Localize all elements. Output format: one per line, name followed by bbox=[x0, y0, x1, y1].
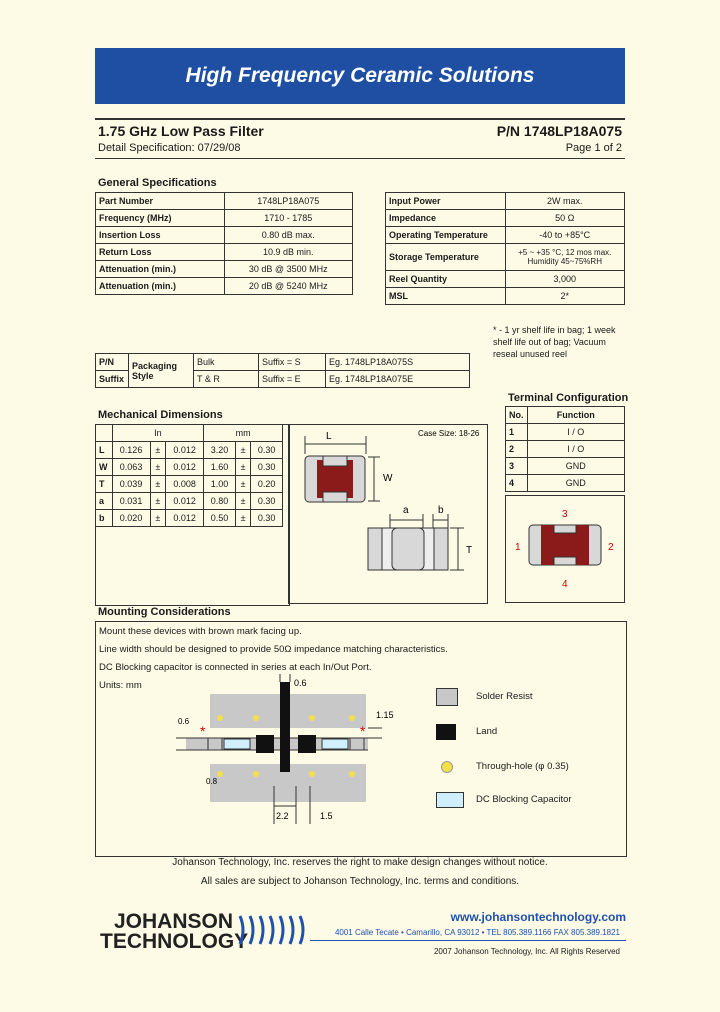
chip-side-view bbox=[368, 528, 448, 570]
spec-row bbox=[386, 193, 625, 210]
spec-label: Attenuation (min.) bbox=[96, 261, 225, 278]
spec-value-text: 2* bbox=[560, 291, 569, 301]
dim-mm-tol: 0.20 bbox=[251, 476, 283, 493]
spec-label: MSL bbox=[386, 288, 506, 305]
dim-in-value: 0.020 bbox=[112, 510, 150, 527]
dim-mm-tol: 0.30 bbox=[251, 442, 283, 459]
mount-line: DC Blocking capacitor is connected in series at each In/Out Port. bbox=[99, 662, 372, 673]
spec-value-text: 10.9 dB min. bbox=[262, 247, 314, 257]
dim-letter: b bbox=[96, 510, 113, 527]
spec-label: Impedance bbox=[386, 210, 506, 227]
spec-label: Frequency (MHz) bbox=[96, 210, 225, 227]
legend-dc-swatch bbox=[436, 792, 464, 808]
spec-row bbox=[386, 271, 625, 288]
dim-mm-value: 1.00 bbox=[204, 476, 236, 493]
spec-row bbox=[96, 261, 353, 278]
mount-line: Line width should be designed to provide 50Ω impedance matching characteristics. bbox=[99, 644, 448, 655]
document-header bbox=[95, 118, 625, 159]
msl-note-line: shelf life out of bag; Vacuum bbox=[493, 337, 606, 347]
land-left bbox=[256, 735, 274, 753]
dim-plus-minus: ± bbox=[235, 510, 250, 527]
pin-1-label: 1 bbox=[515, 542, 521, 553]
spec-label: Operating Temperature bbox=[386, 227, 506, 244]
spec-value bbox=[224, 210, 353, 227]
legend-solder-label: Solder Resist bbox=[476, 691, 533, 702]
dim-2-2: 2.2 bbox=[276, 811, 289, 821]
terminal-row bbox=[506, 441, 625, 458]
mount-line: Mount these devices with brown mark facing up. bbox=[99, 626, 302, 637]
legend-through-label: Through-hole (φ 0.35) bbox=[476, 761, 569, 772]
spec-label: Insertion Loss bbox=[96, 227, 225, 244]
spec-label: Attenuation (min.) bbox=[96, 278, 225, 295]
dc-cap-left bbox=[224, 739, 250, 749]
spec-value-text: 50 Ω bbox=[555, 213, 575, 223]
pin-2-label: 2 bbox=[608, 542, 614, 553]
pkg-suffix-s: Suffix = S bbox=[259, 354, 326, 371]
terminal-table bbox=[505, 406, 625, 492]
logo-line-1: JOHANSON bbox=[114, 910, 234, 933]
packaging-table bbox=[95, 353, 470, 388]
general-specs-left-table bbox=[95, 192, 353, 295]
legend-through-hole-icon bbox=[441, 761, 453, 773]
pinout-chip bbox=[529, 525, 601, 565]
footer-terms: All sales are subject to Johanson Technology, Inc. terms and conditions. bbox=[200, 876, 520, 887]
dim-0-6-top: 0.6 bbox=[294, 678, 307, 688]
pn-label: P/N bbox=[96, 354, 129, 371]
spec-row bbox=[386, 288, 625, 305]
packaging-label: Packaging bbox=[132, 360, 178, 371]
chip-top-view bbox=[305, 456, 365, 502]
legend-solder-swatch bbox=[436, 688, 458, 706]
general-specs-title: General Specifications bbox=[98, 177, 217, 189]
spec-value bbox=[224, 244, 353, 261]
pkg-example-s: Eg. 1748LP18A075S bbox=[326, 354, 470, 371]
dim-w-label: W bbox=[383, 473, 393, 484]
dim-plus-minus: ± bbox=[150, 493, 165, 510]
terminal-function: I / O bbox=[527, 441, 625, 458]
dim-plus-minus: ± bbox=[235, 442, 250, 459]
terminal-row bbox=[506, 475, 625, 492]
dimension-row bbox=[96, 510, 283, 527]
dim-1-15: 1.15 bbox=[376, 710, 394, 720]
asterisk-right: * bbox=[360, 723, 366, 739]
terminal-row bbox=[506, 424, 625, 441]
spec-value bbox=[505, 244, 625, 271]
spec-value bbox=[505, 227, 625, 244]
dim-in-value: 0.039 bbox=[112, 476, 150, 493]
legend-land-label: Land bbox=[476, 726, 498, 737]
dim-plus-minus: ± bbox=[150, 459, 165, 476]
spec-row bbox=[386, 244, 625, 271]
terminal-title: Terminal Configuration bbox=[508, 392, 629, 404]
dim-plus-minus: ± bbox=[235, 476, 250, 493]
dim-mm-tol: 0.30 bbox=[251, 510, 283, 527]
spec-label: Reel Quantity bbox=[386, 271, 506, 288]
spec-row bbox=[96, 193, 353, 210]
spec-row bbox=[386, 227, 625, 244]
dimension-row bbox=[96, 442, 283, 459]
msl-note-line: reseal unused reel bbox=[493, 349, 568, 359]
dim-plus-minus: ± bbox=[235, 459, 250, 476]
spec-value bbox=[224, 227, 353, 244]
spec-value-text: 0.80 dB max. bbox=[261, 230, 315, 240]
suffix-label: Suffix bbox=[96, 371, 129, 388]
spec-value-text: 2W max. bbox=[546, 196, 583, 206]
dim-a-label: a bbox=[403, 505, 409, 516]
terminal-no: 1 bbox=[506, 424, 528, 441]
msl-note-line: * - 1 yr shelf life in bag; 1 week bbox=[493, 325, 616, 335]
copyright: 2007 Johanson Technology, Inc. All Rights Reserved bbox=[433, 947, 620, 956]
spec-value bbox=[505, 193, 625, 210]
case-size-label: Case Size: 18-26 bbox=[418, 429, 480, 438]
spec-label: Input Power bbox=[386, 193, 506, 210]
terminal-function: I / O bbox=[527, 424, 625, 441]
land-pattern-drawing bbox=[176, 674, 476, 854]
spec-row bbox=[96, 244, 353, 261]
company-logo-text bbox=[100, 912, 248, 952]
dim-0-8: 0.8 bbox=[206, 777, 218, 786]
dim-mm-value: 0.50 bbox=[204, 510, 236, 527]
dim-in-tol: 0.012 bbox=[166, 459, 204, 476]
spec-row bbox=[96, 227, 353, 244]
dim-mm-value: 1.60 bbox=[204, 459, 236, 476]
terminal-no: 2 bbox=[506, 441, 528, 458]
spec-value bbox=[505, 210, 625, 227]
col-function: Function bbox=[527, 407, 625, 424]
asterisk-left: * bbox=[200, 723, 206, 739]
general-specs-right-table bbox=[385, 192, 625, 305]
mounting-box bbox=[95, 621, 627, 857]
spec-value-text: -40 to +85°C bbox=[539, 230, 591, 240]
detail-spec: Detail Specification: 07/29/08 bbox=[98, 142, 241, 154]
spec-row bbox=[96, 278, 353, 295]
part-number: P/N 1748LP18A075 bbox=[496, 123, 622, 139]
spec-value-text: 1710 - 1785 bbox=[264, 213, 313, 223]
spec-value bbox=[505, 271, 625, 288]
pkg-style-tr: T & R bbox=[194, 371, 259, 388]
dim-plus-minus: ± bbox=[150, 476, 165, 493]
pkg-suffix-e: Suffix = E bbox=[259, 371, 326, 388]
spec-label: Part Number bbox=[96, 193, 225, 210]
land-right bbox=[298, 735, 316, 753]
dim-letter: a bbox=[96, 493, 113, 510]
dim-plus-minus: ± bbox=[235, 493, 250, 510]
packaging-style-label bbox=[129, 354, 194, 388]
dim-l-label: L bbox=[326, 431, 332, 442]
spec-value-text: 1748LP18A075 bbox=[257, 196, 320, 206]
dim-in-value: 0.031 bbox=[112, 493, 150, 510]
banner-title: High Frequency Ceramic Solutions bbox=[185, 64, 535, 87]
spec-value bbox=[505, 288, 625, 305]
spec-label: Return Loss bbox=[96, 244, 225, 261]
dc-cap-right bbox=[322, 739, 348, 749]
title-banner bbox=[95, 48, 625, 104]
msl-note bbox=[493, 324, 616, 360]
dim-in-value: 0.126 bbox=[112, 442, 150, 459]
dim-letter: L bbox=[96, 442, 113, 459]
dimension-row bbox=[96, 476, 283, 493]
pin-3-label: 3 bbox=[562, 509, 568, 520]
dim-b-label: b bbox=[438, 505, 444, 516]
footer-divider bbox=[310, 940, 626, 941]
spec-row bbox=[96, 210, 353, 227]
dim-letter: T bbox=[96, 476, 113, 493]
spec-label: Storage Temperature bbox=[386, 244, 506, 271]
dim-letter: W bbox=[96, 459, 113, 476]
dim-mm-tol: 0.30 bbox=[251, 493, 283, 510]
terminal-no: 4 bbox=[506, 475, 528, 492]
dimension-row bbox=[96, 493, 283, 510]
dim-plus-minus: ± bbox=[150, 442, 165, 459]
mechanical-table bbox=[95, 424, 283, 527]
logo-line-2: TECHNOLOGY bbox=[100, 930, 249, 953]
dim-in-tol: 0.012 bbox=[166, 442, 204, 459]
dim-0-6-left: 0.6 bbox=[178, 717, 190, 726]
spec-value-text: 3,000 bbox=[553, 274, 577, 284]
dim-mm-value: 3.20 bbox=[204, 442, 236, 459]
case-drawing bbox=[288, 424, 488, 604]
dim-1-5: 1.5 bbox=[320, 811, 333, 821]
spec-value bbox=[224, 193, 353, 210]
dim-in-tol: 0.012 bbox=[166, 510, 204, 527]
terminal-function: GND bbox=[527, 458, 625, 475]
company-address: 4001 Calle Tecate • Camarillo, CA 93012 • TEL 805.389.1166 FAX 805.389.1821 bbox=[334, 928, 620, 937]
mounting-title: Mounting Considerations bbox=[98, 606, 231, 618]
pin-4-label: 4 bbox=[562, 579, 568, 590]
spec-row bbox=[386, 210, 625, 227]
footer-disclaimer: Johanson Technology, Inc. reserves the right to make design changes without notice. bbox=[172, 857, 548, 868]
mechanical-title: Mechanical Dimensions bbox=[98, 409, 223, 421]
gnd-land bbox=[280, 682, 290, 772]
col-in: In bbox=[112, 425, 204, 442]
terminal-function: GND bbox=[527, 475, 625, 492]
dim-plus-minus: ± bbox=[150, 510, 165, 527]
product-name: 1.75 GHz Low Pass Filter bbox=[98, 123, 264, 139]
spec-value bbox=[224, 261, 353, 278]
terminal-no: 3 bbox=[506, 458, 528, 475]
page-number: Page 1 of 2 bbox=[565, 142, 622, 154]
dim-in-tol: 0.012 bbox=[166, 493, 204, 510]
terminal-row bbox=[506, 458, 625, 475]
spec-value-text: +5 ~ +35 °C, 12 mos max. bbox=[518, 248, 612, 257]
spec-value-text: Humidity 45~75%RH bbox=[527, 257, 602, 266]
mount-line: Units: mm bbox=[99, 680, 142, 691]
dim-in-value: 0.063 bbox=[112, 459, 150, 476]
spec-value bbox=[224, 278, 353, 295]
col-no: No. bbox=[506, 407, 528, 424]
dim-in-tol: 0.008 bbox=[166, 476, 204, 493]
pinout-drawing bbox=[505, 495, 625, 603]
col-mm: mm bbox=[204, 425, 283, 442]
case-drawing-frame bbox=[289, 425, 488, 604]
legend-land-swatch bbox=[436, 724, 456, 740]
company-logo-icon bbox=[236, 910, 316, 950]
spec-value-text: 30 dB @ 3500 MHz bbox=[248, 264, 328, 274]
dimension-row bbox=[96, 459, 283, 476]
pkg-example-e: Eg. 1748LP18A075E bbox=[326, 371, 470, 388]
dim-t-label: T bbox=[466, 545, 473, 556]
pkg-style-bulk: Bulk bbox=[194, 354, 259, 371]
website-link[interactable]: www.johansontechnology.com bbox=[450, 910, 626, 924]
dim-mm-tol: 0.30 bbox=[251, 459, 283, 476]
style-label: Style bbox=[132, 370, 154, 381]
spec-value-text: 20 dB @ 5240 MHz bbox=[248, 281, 328, 291]
dim-mm-value: 0.80 bbox=[204, 493, 236, 510]
legend-dc-label: DC Blocking Capacitor bbox=[476, 794, 572, 805]
